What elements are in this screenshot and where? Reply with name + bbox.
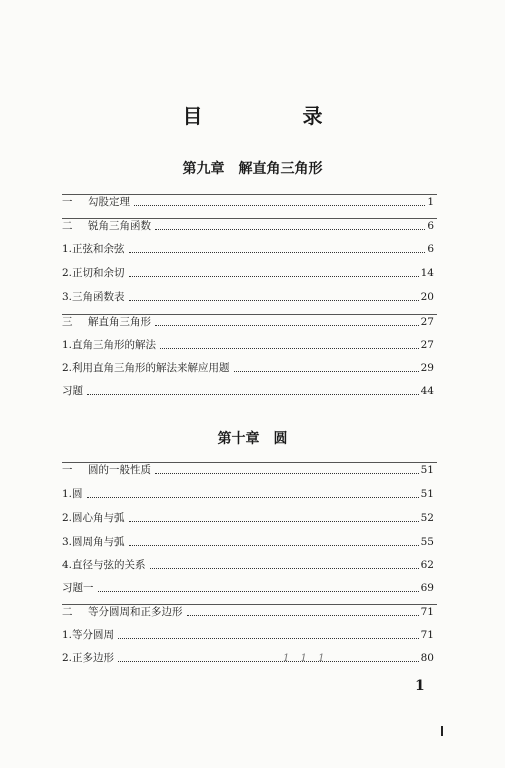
leader-dots (87, 497, 419, 498)
leader-dots (155, 473, 419, 474)
toc-entry[interactable] (62, 486, 434, 502)
toc-entry-page: 71 (420, 606, 434, 618)
toc-entry-label: 等分圆周和正多边形 (88, 606, 183, 618)
toc-entry[interactable] (62, 194, 434, 210)
toc-entry-label: 1.等分圆周 (62, 629, 115, 641)
toc-entry-page: 69 (420, 582, 434, 594)
toc-entry-page: 6 (427, 220, 434, 232)
handwritten-mark: 1 1 1 (283, 653, 329, 664)
toc-entry-label: 4.直径与弦的关系 (62, 559, 146, 571)
toc-entry[interactable] (62, 557, 434, 573)
toc-entry[interactable] (62, 289, 434, 305)
toc-entry[interactable] (62, 462, 434, 478)
toc-entry-number: 二 (62, 606, 73, 618)
toc-entry-label: 2.正切和余切 (62, 267, 125, 279)
leader-dots (129, 300, 419, 301)
leader-dots (118, 638, 419, 639)
toc-entry-label: 1.圆 (62, 488, 83, 500)
toc-entry[interactable] (62, 650, 434, 666)
toc-entry-page: 51 (420, 464, 434, 476)
toc-entry-page: 71 (420, 629, 434, 641)
toc-entry-label: 2.利用直角三角形的解法来解应用题 (62, 362, 230, 374)
toc-entry[interactable] (62, 383, 434, 399)
toc-entry-number: 三 (62, 316, 73, 328)
toc-entry-label: 锐角三角函数 (88, 220, 151, 232)
page-number: 1 (415, 678, 425, 694)
toc-entry-label: 1.正弦和余弦 (62, 243, 125, 255)
toc-entry-page: 52 (420, 512, 434, 524)
toc-entry-number: 一 (62, 464, 73, 476)
toc-entry-label: 3.圆周角与弧 (62, 536, 125, 548)
toc-entry[interactable] (62, 337, 434, 353)
scan-edge-mark (441, 726, 443, 736)
toc-entry-number: 二 (62, 220, 73, 232)
chapter-heading-9: 第九章 解直角三角形 (182, 161, 323, 177)
leader-dots (118, 661, 419, 662)
toc-entry-label: 习题一 (62, 582, 94, 594)
toc-entry-page: 55 (420, 536, 434, 548)
toc-entry-page: 14 (420, 267, 434, 279)
toc-entry-page: 44 (420, 385, 434, 397)
toc-entry-page: 27 (420, 316, 434, 328)
leader-dots (129, 252, 426, 253)
toc-entry[interactable] (62, 510, 434, 526)
toc-entry-page: 29 (420, 362, 434, 374)
leader-dots (160, 348, 419, 349)
leader-dots (155, 325, 419, 326)
toc-entry[interactable] (62, 360, 434, 376)
toc-entry[interactable] (62, 604, 434, 620)
leader-dots (150, 568, 419, 569)
toc-entry[interactable] (62, 241, 434, 257)
toc-entry-page: 6 (427, 243, 434, 255)
toc-entry[interactable] (62, 580, 434, 596)
leader-dots (98, 591, 419, 592)
toc-entry-label: 圆的一般性质 (88, 464, 151, 476)
toc-entry-page: 80 (420, 652, 434, 664)
leader-dots (129, 276, 419, 277)
leader-dots (134, 205, 425, 206)
leader-dots (87, 394, 419, 395)
toc-entry-label: 1.直角三角形的解法 (62, 339, 157, 351)
toc-entry-page: 51 (420, 488, 434, 500)
leader-dots (155, 229, 425, 230)
chapter-heading-10: 第十章 圆 (217, 431, 288, 447)
toc-entry[interactable] (62, 265, 434, 281)
toc-entry-label: 3.三角函数表 (62, 291, 125, 303)
leader-dots (187, 615, 419, 616)
toc-entry-label: 2.圆心角与弧 (62, 512, 125, 524)
toc-entry-label: 勾股定理 (88, 196, 130, 208)
toc-entry-number: 一 (62, 196, 73, 208)
toc-entry[interactable] (62, 534, 434, 550)
toc-entry-page: 1 (427, 196, 434, 208)
toc-entry-page: 62 (420, 559, 434, 571)
leader-dots (129, 545, 419, 546)
toc-entry[interactable] (62, 314, 434, 330)
leader-dots (234, 371, 419, 372)
toc-entry-label: 解直角三角形 (88, 316, 151, 328)
toc-entry-label: 2.正多边形 (62, 652, 115, 664)
toc-entry-label: 习题 (62, 385, 83, 397)
toc-entry-page: 27 (420, 339, 434, 351)
page-title: 目 录 (182, 104, 363, 128)
leader-dots (129, 521, 419, 522)
toc-entry[interactable] (62, 218, 434, 234)
toc-entry-page: 20 (420, 291, 434, 303)
toc-entry[interactable] (62, 627, 434, 643)
